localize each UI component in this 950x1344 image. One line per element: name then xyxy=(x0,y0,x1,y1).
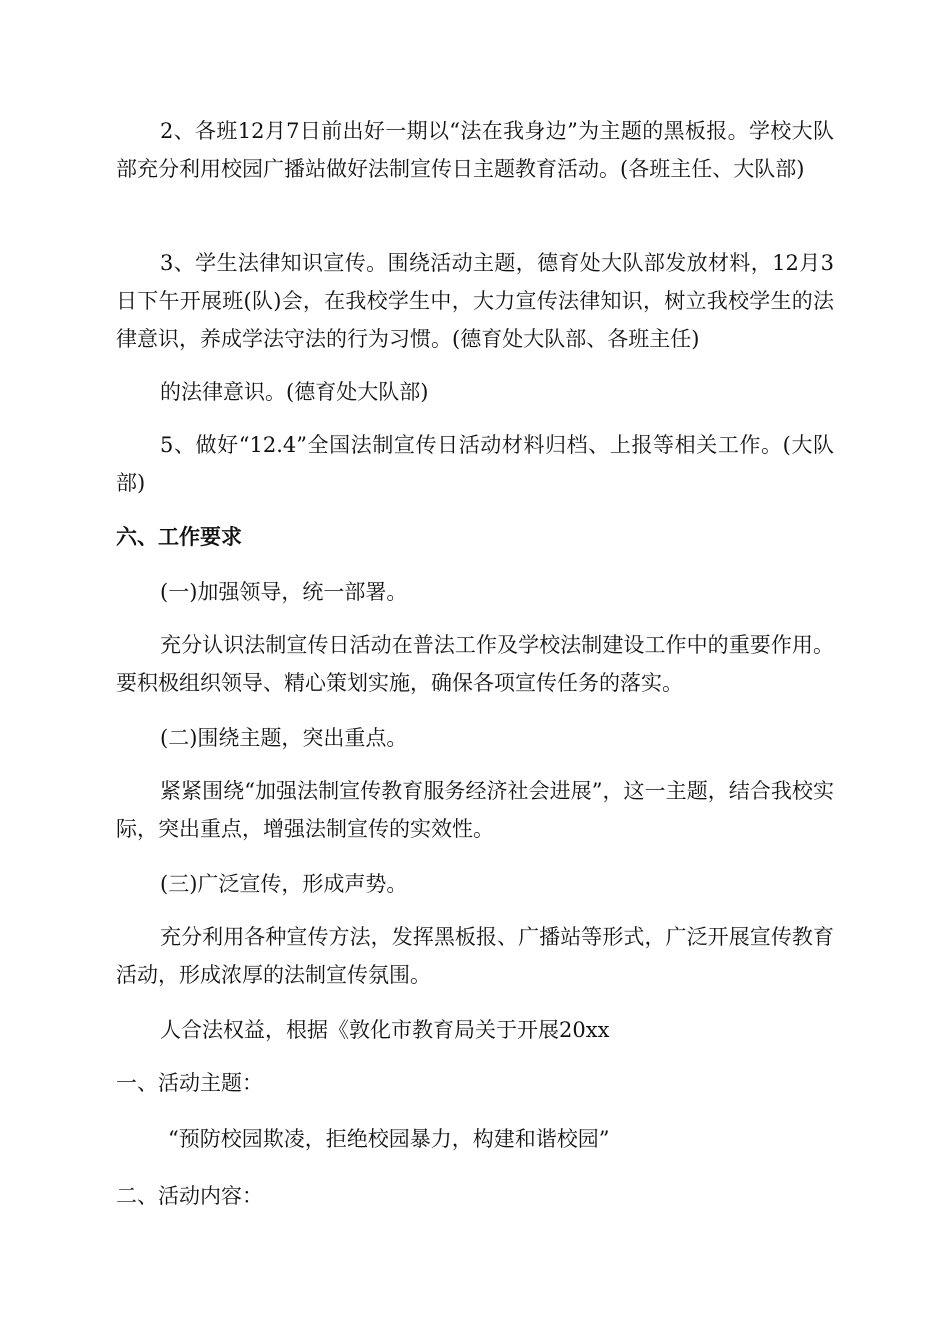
paragraph-theme-body: 紧紧围绕“加强法制宣传教育服务经济社会进展”，这一主题，结合我校实际，突出重点，增强法制宣传的实效性。 xyxy=(116,779,834,841)
paragraph-blackboard-report: 2、各班12月7日前出好一期以“法在我身边”为主题的黑板报。学校大队部充分利用校园广播站做好法制宣传日主题教育活动。(各班主任、大队部) xyxy=(116,119,834,181)
heading-activity-content: 二、活动内容： xyxy=(116,1184,263,1208)
paragraph-legal-awareness: 的法律意识。(德育处大队部) xyxy=(160,380,429,404)
paragraph-fragment: 人合法权益，根据《敦化市教育局关于开展20xx xyxy=(160,1018,610,1042)
paragraph-publicity-body: 充分利用各种宣传方法，发挥黑板报、广播站等形式，广泛开展宣传教育活动，形成浓厚的法制宣传氛围。 xyxy=(116,925,834,987)
section-heading-work-requirements: 六、工作要求 xyxy=(116,525,242,549)
subheading-publicity: (三)广泛宣传，形成声势。 xyxy=(160,872,408,896)
subheading-theme: (二)围绕主题，突出重点。 xyxy=(160,726,408,750)
paragraph-archive: 5、做好“12.4”全国法制宣传日活动材料归档、上报等相关工作。(大队部) xyxy=(116,433,834,495)
heading-activity-theme: 一、活动主题： xyxy=(116,1071,263,1095)
activity-theme-slogan: “预防校园欺凌，拒绝校园暴力，构建和谐校园” xyxy=(168,1127,610,1151)
paragraph-leadership-body: 充分认识法制宣传日活动在普法工作及学校法制建设工作中的重要作用。要积极组织领导、精心策划实施，确保各项宣传任务的落实。 xyxy=(116,633,834,695)
paragraph-law-knowledge: 3、学生法律知识宣传。围绕活动主题，德育处大队部发放材料，12月3日下午开展班(队)会，在我校学生中，大力宣传法律知识，树立我校学生的法律意识，养成学法守法的行为习惯。(德育处大队部、各班主任) xyxy=(116,251,834,351)
subheading-leadership: (一)加强领导，统一部署。 xyxy=(160,580,408,604)
